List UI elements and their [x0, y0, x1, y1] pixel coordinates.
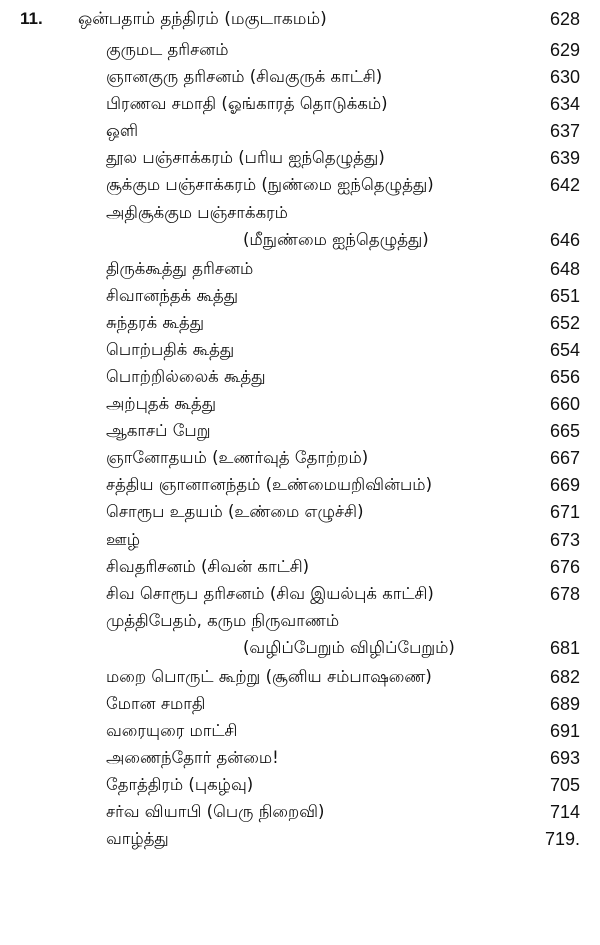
contents-entry [0, 475, 600, 502]
entry-title: குருமட தரிசனம் [106, 40, 229, 59]
entry-title: ஊழ் [106, 529, 141, 549]
contents-entry [0, 175, 600, 202]
entry-page-number: 689 [549, 693, 580, 714]
entry-title: அற்புதக் கூத்து [106, 394, 216, 414]
entry-title: சொரூப உதயம் (உண்மை எழுச்சி) [106, 502, 364, 522]
entry-title: ஒளி [106, 121, 139, 141]
entry-title: ஆகாசப் பேறு [106, 421, 211, 441]
contents-entry [0, 421, 600, 448]
entry-page-number: 642 [549, 175, 580, 196]
entry-page-number: 693 [549, 748, 580, 769]
entry-page-number: 667 [549, 448, 580, 469]
contents-entry [0, 367, 600, 394]
contents-entry [0, 340, 600, 367]
contents-entry [0, 394, 600, 421]
entry-title: சுந்தரக் கூத்து [106, 312, 205, 332]
entry-title: முத்திபேதம், கரும நிருவாணம் [106, 610, 340, 630]
entry-title: பொற்றில்லைக் கூத்து [106, 366, 266, 386]
entry-title: வாழ்த்து [106, 829, 169, 849]
entry-page-number: 719. [544, 829, 580, 850]
entry-page-number: 714 [549, 802, 580, 823]
entry-title: சூக்கும பஞ்சாக்கரம் (நுண்மை ஐந்தெழுத்து) [106, 175, 434, 195]
contents-entry [0, 203, 600, 259]
entry-page-number: 660 [549, 394, 580, 415]
contents-entry [0, 259, 600, 286]
contents-entry [0, 502, 600, 529]
entry-title: ஞானகுரு தரிசனம் (சிவகுருக் காட்சி) [106, 67, 383, 87]
entry-title: திருக்கூத்து தரிசனம் [106, 258, 254, 278]
entry-page-number: 669 [549, 475, 580, 496]
entry-page-number: 651 [549, 285, 580, 306]
entry-title: அணைந்தோர் தன்மை! [106, 748, 279, 768]
entry-page-number: 652 [549, 312, 580, 333]
entry-page-number: 629 [549, 40, 580, 60]
entry-page-number: 648 [549, 258, 580, 279]
contents-entry [0, 121, 600, 148]
section-number: 11. [20, 9, 43, 28]
entry-page-number: 691 [549, 720, 580, 741]
contents-entry [0, 148, 600, 175]
entry-page-number: 671 [549, 502, 580, 523]
entry-title: சத்திய ஞானானந்தம் (உண்மையறிவின்பம்) [106, 475, 433, 495]
entry-page-number: 656 [549, 366, 580, 387]
entry-page-number: 637 [549, 121, 580, 142]
entry-page-number: 678 [549, 583, 580, 604]
contents-entry [0, 448, 600, 475]
entry-page-number: 639 [549, 148, 580, 169]
entry-page-number: 705 [549, 775, 580, 796]
entry-page-number: 654 [549, 339, 580, 360]
entry-title: பொற்பதிக் கூத்து [106, 339, 235, 359]
entry-page-number: 673 [549, 529, 580, 550]
contents-entry [0, 67, 600, 94]
contents-entry [0, 667, 600, 694]
contents-entry [0, 802, 600, 829]
contents-entry [0, 775, 600, 802]
entry-page-number: 676 [549, 556, 580, 577]
entry-title: சிவதரிசனம் (சிவன் காட்சி) [106, 556, 310, 576]
entry-title: சர்வ வியாபி (பெரு நிறைவி) [106, 802, 325, 822]
contents-entry [0, 694, 600, 721]
contents-entry [0, 557, 600, 584]
entry-title: சிவ சொரூப தரிசனம் (சிவ இயல்புக் காட்சி) [106, 583, 434, 603]
contents-entry [0, 313, 600, 340]
contents-entry [0, 584, 600, 611]
entry-page-number: 665 [549, 421, 580, 442]
entry-title: ஞானோதயம் (உணர்வுத் தோற்றம்) [106, 448, 369, 468]
entry-title: சிவானந்தக் கூத்து [106, 285, 239, 305]
entry-title: தோத்திரம் (புகழ்வு) [106, 775, 254, 795]
contents-entry [0, 94, 600, 121]
section-page-number: 628 [549, 9, 580, 29]
contents-entry [0, 40, 600, 67]
contents-entry [0, 721, 600, 748]
contents-entry [0, 748, 600, 775]
contents-entry [0, 611, 600, 667]
contents-list [0, 40, 600, 856]
entry-subtitle: (வழிப்பேறும் விழிப்பேறும்) [243, 637, 455, 657]
entry-title: அதிசூக்கும பஞ்சாக்கரம் [106, 202, 288, 222]
entry-title: மறை பொருட் கூற்று (சூனிய சம்பாஷணை) [106, 666, 432, 686]
section-title: ஒன்பதாம் தந்திரம் (மகுடாகமம்) [78, 9, 327, 29]
entry-page-number: 646 [549, 229, 580, 250]
entry-title: வரையுரை மாட்சி [106, 720, 238, 740]
entry-page-number: 682 [549, 666, 580, 687]
contents-entry [0, 286, 600, 313]
contents-entry [0, 530, 600, 557]
entry-title: தூல பஞ்சாக்கரம் (பரிய ஐந்தெழுத்து) [106, 148, 385, 168]
entry-title: மோன சமாதி [106, 693, 206, 713]
entry-subtitle: (மீநுண்மை ஐந்தெழுத்து) [243, 229, 429, 249]
entry-page-number: 634 [549, 94, 580, 115]
contents-entry [0, 829, 600, 856]
entry-page-number: 681 [549, 637, 580, 658]
entry-page-number: 630 [549, 67, 580, 88]
entry-title: பிரணவ சமாதி (ஓங்காரத் தொடுக்கம்) [106, 94, 388, 114]
